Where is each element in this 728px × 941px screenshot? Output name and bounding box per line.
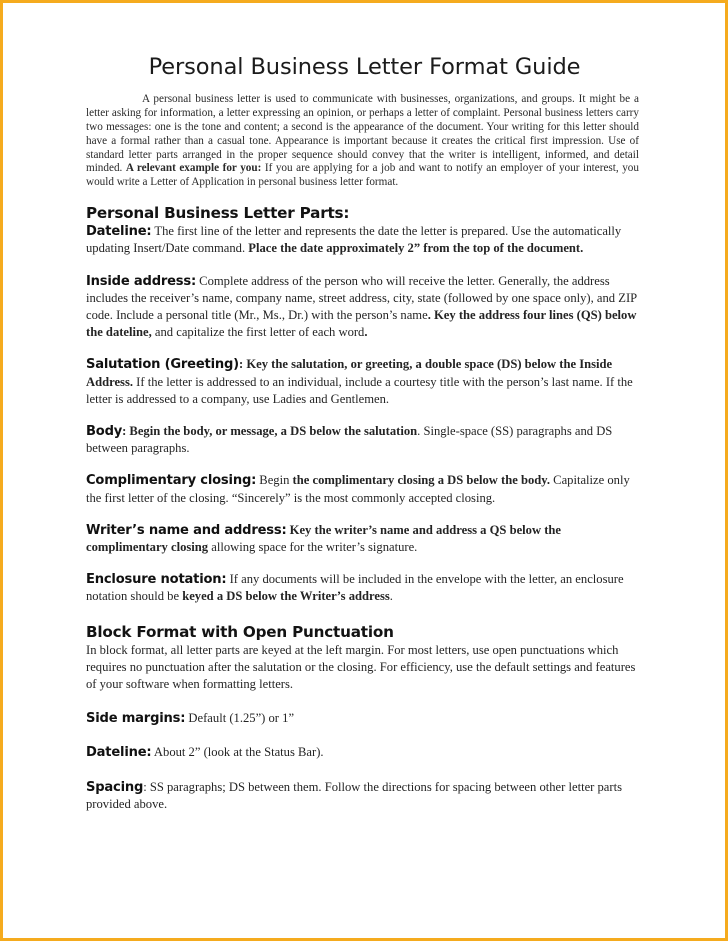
label-salutation: Salutation (Greeting)	[86, 357, 239, 373]
section-dateline	[86, 223, 643, 257]
body-text-run: . Single-space (SS) paragraphs and DS between paragraphs.	[86, 424, 613, 456]
document-sheet	[3, 3, 725, 938]
complimentary-closing-bold-run: the complimentary closing a DS below the body.	[292, 473, 551, 488]
section-heading-block-format: Block Format with Open Punctuation	[86, 622, 394, 641]
section-body	[86, 423, 643, 457]
dateline-text-run-1: The first line of the letter and represents the date the letter is prepared. Use the automatically updating Insert/Date command.	[86, 224, 622, 256]
label-dateline-status-bar: Dateline:	[86, 745, 152, 761]
label-side-margins: Side margins:	[86, 711, 186, 727]
dateline-bold-run: Place the date approximately 2” from the top of the document.	[248, 241, 584, 256]
body-bold-run: : Begin the body, or message, a DS below the salutation	[122, 424, 418, 439]
section-enclosure-notation	[86, 571, 643, 605]
intro-paragraph	[86, 93, 643, 190]
intro-text-run-2: If you are applying for a job and want to notify an employer of your interest, you would write a Letter of Application in personal business letter format.	[86, 162, 639, 189]
inside-address-text-run-2: and capitalize the first letter of each word	[151, 325, 365, 340]
inside-address-text-run-1: Complete address of the person who will receive the letter. Generally, the address includes the receiver’s name, company name, street address, city, state (followed by one space only), and ZIP code. Include a personal title (Mr., Ms., Dr.) with the person’s name	[86, 273, 637, 323]
spacing-text-run: : SS paragraphs; DS between them. Follow the directions for spacing between other letter parts provided above.	[86, 779, 622, 811]
section-inside-address	[86, 273, 643, 342]
label-complimentary-closing: Complimentary closing:	[86, 473, 257, 489]
enclosure-bold-run: keyed a DS below the Writer’s address	[182, 589, 390, 604]
section-complimentary-closing	[86, 472, 643, 506]
side-margins-text-run: Default (1.25”) or 1”	[185, 711, 295, 726]
label-dateline: Dateline:	[86, 224, 152, 240]
writers-name-bold-run: Key the writer’s name and address a QS below the complimentary closing	[86, 522, 561, 555]
intro-text-run-1: A personal business letter is used to communicate with businesses, organizations, and groups. It might be a letter asking for information, a letter expressing an opinion, or perhaps a letter of complaint. Personal business letters carry two messages: one is the tone and content; a second is the appearance of the document. Your writing for this letter should have a formal rather than a casual tone. Appearance is important because it creates the critical first impression. Use of standard letter parts arranged in the proper sequence should convey that the writer is intelligent, informed, and detail minded.	[86, 92, 639, 175]
dateline-status-bar-text-run: About 2” (look at the Status Bar).	[151, 745, 324, 760]
section-side-margins	[86, 710, 643, 727]
enclosure-text-run-1: If any documents will be included in the envelope with the letter, an enclosure notation should be	[86, 572, 624, 604]
intro-bold-run: A relevant example for you:	[125, 162, 262, 175]
label-inside-address: Inside address:	[86, 273, 197, 289]
section-heading-letter-parts: Personal Business Letter Parts:	[86, 204, 350, 223]
label-body: Body	[86, 424, 123, 440]
salutation-text-run: If the letter is addressed to an individual, include a courtesy title with the person’s last name. If the letter is addressed to a company, use Ladies and Gentlemen.	[86, 374, 633, 406]
complimentary-closing-text-run-2: Capitalize only the first letter of the closing. “Sincerely” is the most commonly accepted closing.	[86, 473, 630, 505]
label-enclosure-notation: Enclosure notation:	[86, 572, 227, 588]
complimentary-closing-text-run-1: Begin	[256, 473, 293, 488]
label-spacing: Spacing	[86, 779, 144, 795]
section-spacing	[86, 779, 643, 813]
label-writers-name-and-address: Writer’s name and address:	[86, 522, 287, 538]
writers-name-text-run: allowing space for the writer’s signature.	[208, 540, 418, 555]
salutation-bold-run: : Key the salutation, or greeting, a double space (DS) below the Inside Address.	[86, 357, 613, 389]
section-dateline-status-bar	[86, 744, 643, 761]
block-format-paragraph: In block format, all letter parts are keyed at the left margin. For most letters, use open punctuations which requires no punctuation after the salutation or the closing. For efficiency, use the default settings and features of your software when formatting letters.	[86, 642, 636, 692]
section-writers-name-and-address	[86, 522, 643, 556]
inside-address-bold-run-2: .	[364, 325, 368, 340]
section-salutation	[86, 356, 643, 408]
inside-address-bold-run-1: . Key the address four lines (QS) below the dateline,	[86, 308, 637, 340]
page-title: Personal Business Letter Format Guide	[148, 54, 581, 80]
enclosure-text-run-2: .	[389, 589, 393, 604]
